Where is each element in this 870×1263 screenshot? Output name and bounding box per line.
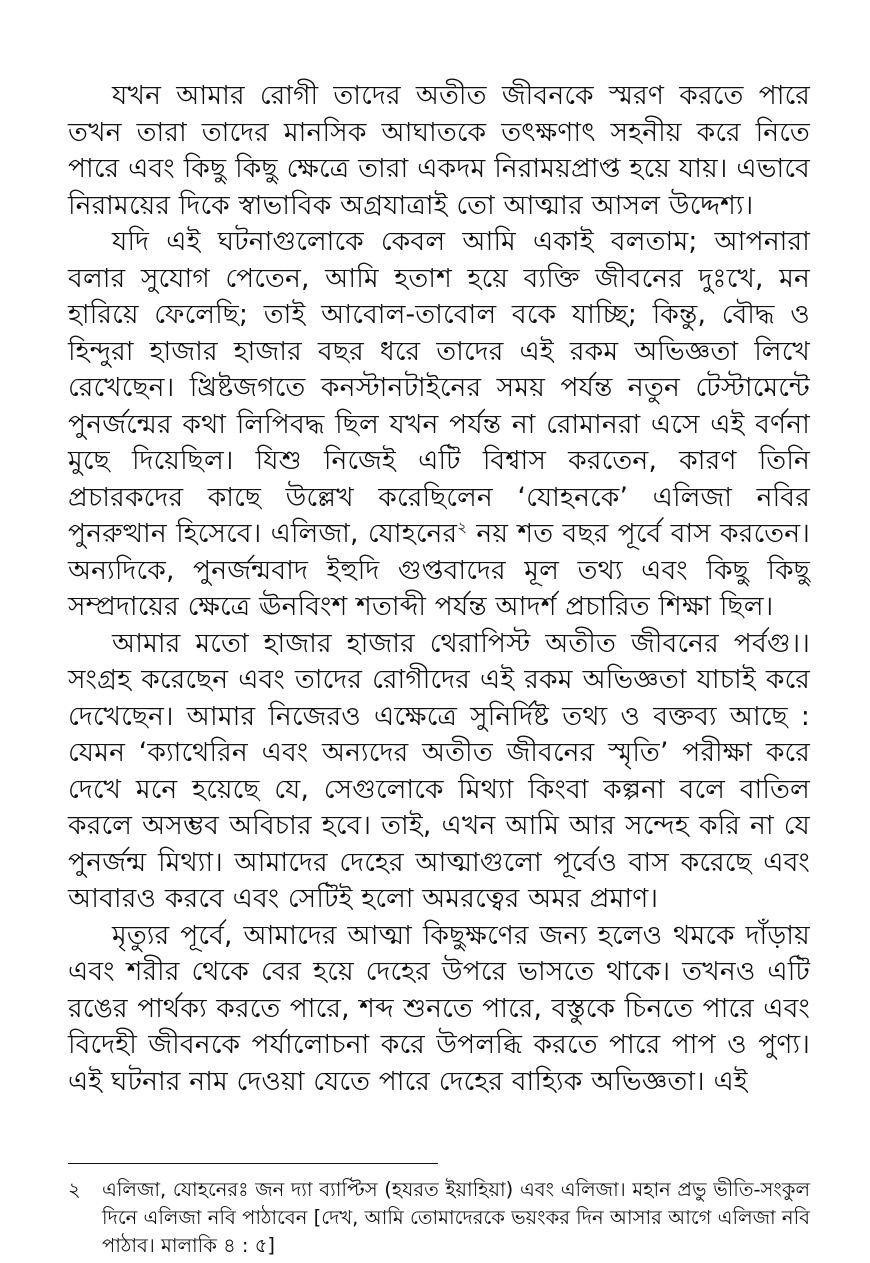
paragraph-4: মৃত্যুর পূর্বে, আমাদের আত্মা কিছুক্ষণের জন্য হলেও থমকে দাঁড়ায় এবং শরীর থেকে বের হয়ে দেহের উপরে ভাসতে থাকে। তখনও এটি রঙের পার্থক্য করতে পারে, শব্দ শুনতে পারে, বস্তুকে চিনতে পারে এবং বিদেহী জীবনকে পর্যালোচনা করে উপলব্ধি করতে পারে পাপ ও পুণ্য। এই ঘটনার নাম দেওয়া যেতে পারে দেহের বাহ্যিক অভিজ্ঞতা। এই [68,919,810,1097]
footnote-divider [68,1163,438,1164]
paragraph-1: যখন আমার রোগী তাদের অতীত জীবনকে স্মরণ করতে পারে তখন তারা তাদের মানসিক আঘাতকে তৎক্ষণাৎ সহনীয় করে নিতে পারে এবং কিছু কিছু ক্ষেত্রে তারা একদম নিরাময়প্রাপ্ত হয়ে যায়। এভাবে নিরাময়ের দিকে স্বাভাবিক অগ্রযাত্রাই তো আত্মার আসল উদ্দেশ্য। [68,80,810,221]
paragraph-2-continued: নয় শত বছর পূর্বে বাস করতেন। অন্যদিকে, পুনর্জন্মবাদ ইহুদি গুপ্তবাদের মূল তথ্য এবং কিছু কিছু সম্প্রদায়ের ক্ষেত্রে ঊনবিংশ শতাব্দী পর্যন্ত আদর্শ প্রচারিত শিক্ষা ছিল। [68,518,810,622]
paragraph-2 [68,224,810,626]
footnote-number: ২ [68,1178,81,1201]
footnote [68,1176,810,1260]
page-body [68,78,810,1100]
footnote-marker[interactable]: ২ [457,518,468,537]
paragraph-3: আমার মতো হাজার হাজার থেরাপিস্ট অতীত জীবনের পর্বগু।। সংগ্রহ করেছেন এবং তাদের রোগীদের এই রকম অভিজ্ঞতা যাচাই করে দেখেছেন। আমার নিজেরও এক্ষেত্রে সুনির্দিষ্ট তথ্য ও বক্তব্য আছে : যেমন ‘ক্যাথেরিন এবং অন্যদের অতীত জীবনের স্মৃতি’ পরীক্ষা করে দেখে মনে হয়েছে যে, সেগুলোকে মিথ্যা কিংবা কল্পনা বলে বাতিল করলে অসম্ভব অবিচার হবে। তাই, এখন আমি আর সন্দেহ করি না যে পুনর্জন্ম মিথ্যা। আমাদের দেহের আত্মাগুলো পূর্বেও বাস করেছে এবং আবারও করবে এবং সেটিই হলো অমরত্বের অমর প্রমাণ। [68,627,810,914]
footnote-text: এলিজা, যোহনেরঃ জন দ্যা ব্যাপ্টিস (হযরত ইয়াহিয়া) এবং এলিজা। মহান প্রভু ভীতি-সংকুল দিনে এলিজা নবি পাঠাবেন [দেখ, আমি তোমাদেরকে ভয়ংকর দিন আসার আগে এলিজা নবি পাঠাব। মালাকি ৪ : ৫] [102,1178,810,1257]
paragraph-2-text: যদি এই ঘটনাগুলোকে কেবল আমি একাই বলতাম; আপনারা বলার সুযোগ পেতেন, আমি হতাশ হয়ে ব্যক্তি জীবনের দুঃখে, মন হারিয়ে ফেলেছি; তাই আবোল-তাবোল বকে যাচ্ছি; কিন্তু, বৌদ্ধ ও হিন্দুরা হাজার হাজার বছর ধরে তাদের এই রকম অভিজ্ঞতা লিখে রেখেছেন। খ্রিষ্টজগতে কনস্টানটাইনের সময় পর্যন্ত নতুন টেস্টামেন্টে পুনর্জন্মের কথা লিপিবদ্ধ ছিল যখন পর্যন্ত না রোমানরা এসে এই বর্ণনা মুছে দিয়েছিল। যিশু নিজেই এটি বিশ্বাস করতেন, কারণ তিনি প্রচারকদের কাছে উল্লেখ করেছিলেন ‘যোহনকে’ এলিজা নবির পুনরুত্থান হিসেবে। এলিজা, যোহনের [68,226,810,549]
